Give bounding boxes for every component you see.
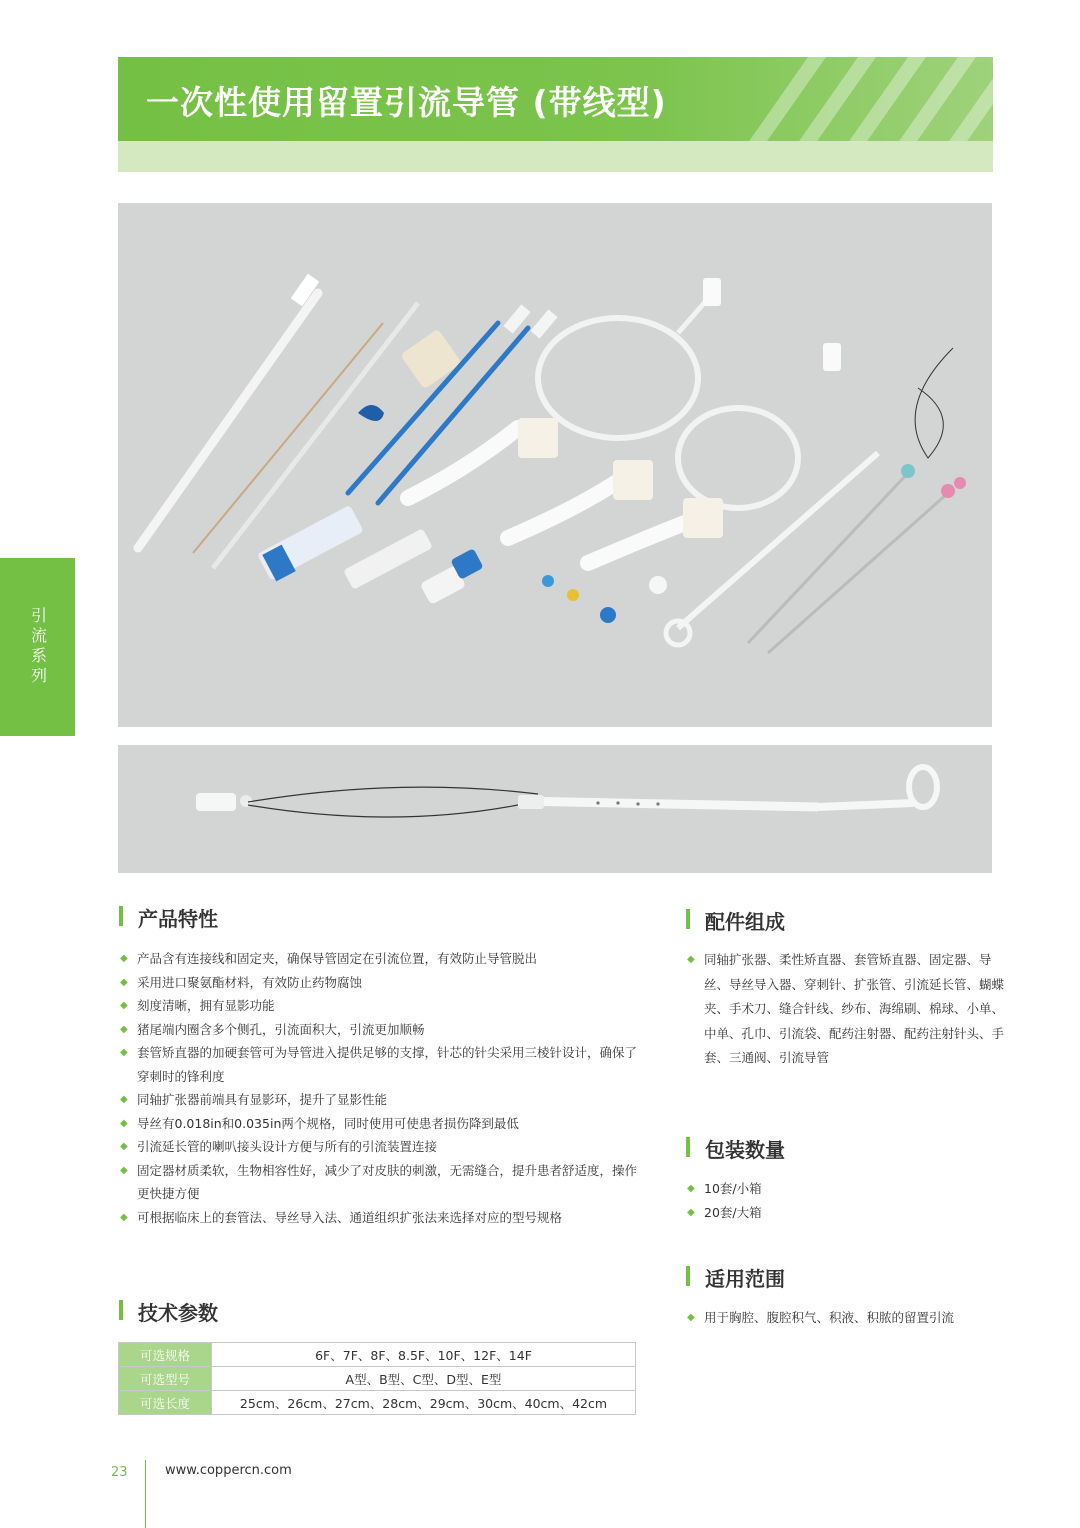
side-category-tab bbox=[0, 558, 75, 736]
product-kit-photo bbox=[118, 203, 992, 727]
catheter-detail-photo bbox=[118, 745, 992, 873]
catheter-detail-illustration bbox=[118, 745, 992, 873]
features-heading: 产品特性 bbox=[119, 903, 218, 932]
features-list bbox=[120, 947, 645, 1229]
scope-list bbox=[687, 1306, 1017, 1330]
table-row bbox=[119, 1343, 636, 1367]
spec-value: A型、B型、C型、D型、E型 bbox=[212, 1367, 636, 1391]
scope-heading: 适用范围 bbox=[686, 1263, 785, 1292]
spec-value: 25cm、26cm、27cm、28cm、29cm、30cm、40cm、42cm bbox=[212, 1391, 636, 1415]
title-banner bbox=[118, 57, 993, 172]
feature-item: ◆ 猪尾端内圈含多个侧孔，引流面积大，引流更加顺畅 bbox=[120, 1018, 645, 1042]
table-row bbox=[119, 1367, 636, 1391]
specs-heading: 技术参数 bbox=[119, 1297, 218, 1326]
accessories-text: ◆ 同轴扩张器、柔性矫直器、套管矫直器、固定器、导丝、导丝导入器、穿刺针、扩张管、引流延长管、蝴蝶夹、手术刀、缝合针线、纱布、海绵刷、棉球、小单、中单、孔巾、引流袋、配药注射器、配药注射针头、手套、三通阀、引流导管 bbox=[687, 948, 1004, 1071]
page-title: 一次性使用留置引流导管 (带线型) bbox=[146, 83, 667, 122]
packaging-heading: 包装数量 bbox=[686, 1134, 785, 1163]
spec-label: 可选长度 bbox=[119, 1391, 212, 1415]
title-banner-bar bbox=[118, 57, 993, 141]
footer-divider bbox=[145, 1460, 146, 1528]
footer-url: www.coppercn.com bbox=[165, 1463, 292, 1478]
feature-item: ◆ 可根据临床上的套管法、导丝导入法、通道组织扩张法来选择对应的型号规格 bbox=[120, 1206, 645, 1230]
feature-item: ◆ 引流延长管的喇叭接头设计方便与所有的引流装置连接 bbox=[120, 1135, 645, 1159]
feature-item: ◆ 产品含有连接线和固定夹，确保导管固定在引流位置，有效防止导管脱出 bbox=[120, 947, 645, 971]
accessories-heading: 配件组成 bbox=[686, 906, 785, 935]
specs-table bbox=[118, 1342, 636, 1415]
feature-item: ◆ 导丝有0.018in和0.035in两个规格，同时使用可使患者损伤降到最低 bbox=[120, 1112, 645, 1136]
packaging-list bbox=[687, 1177, 987, 1224]
feature-item: ◆ 套管矫直器的加硬套管可为导管进入提供足够的支撑，针芯的针尖采用三棱针设计，确保了穿刺时的锋利度 bbox=[120, 1041, 645, 1088]
side-category-label: 引流系列 bbox=[30, 606, 47, 685]
spec-label: 可选规格 bbox=[119, 1343, 212, 1367]
scope-item: ◆ 用于胸腔、腹腔积气、积液、积脓的留置引流 bbox=[687, 1306, 1017, 1330]
packaging-item: ◆ 10套/小箱 bbox=[687, 1177, 987, 1201]
product-kit-illustration bbox=[118, 203, 992, 727]
feature-item: ◆ 刻度清晰，拥有显影功能 bbox=[120, 994, 645, 1018]
page-number: 23 bbox=[111, 1465, 128, 1480]
spec-label: 可选型号 bbox=[119, 1367, 212, 1391]
feature-item: ◆ 采用进口聚氨酯材料，有效防止药物腐蚀 bbox=[120, 971, 645, 995]
feature-item: ◆ 固定器材质柔软，生物相容性好，减少了对皮肤的刺激，无需缝合，提升患者舒适度，操作更快捷方便 bbox=[120, 1159, 645, 1206]
packaging-item: ◆ 20套/大箱 bbox=[687, 1201, 987, 1225]
banner-stripes-decoration bbox=[733, 57, 993, 141]
feature-item: ◆ 同轴扩张器前端具有显影环，提升了显影性能 bbox=[120, 1088, 645, 1112]
table-row bbox=[119, 1391, 636, 1415]
spec-value: 6F、7F、8F、8.5F、10F、12F、14F bbox=[212, 1343, 636, 1367]
